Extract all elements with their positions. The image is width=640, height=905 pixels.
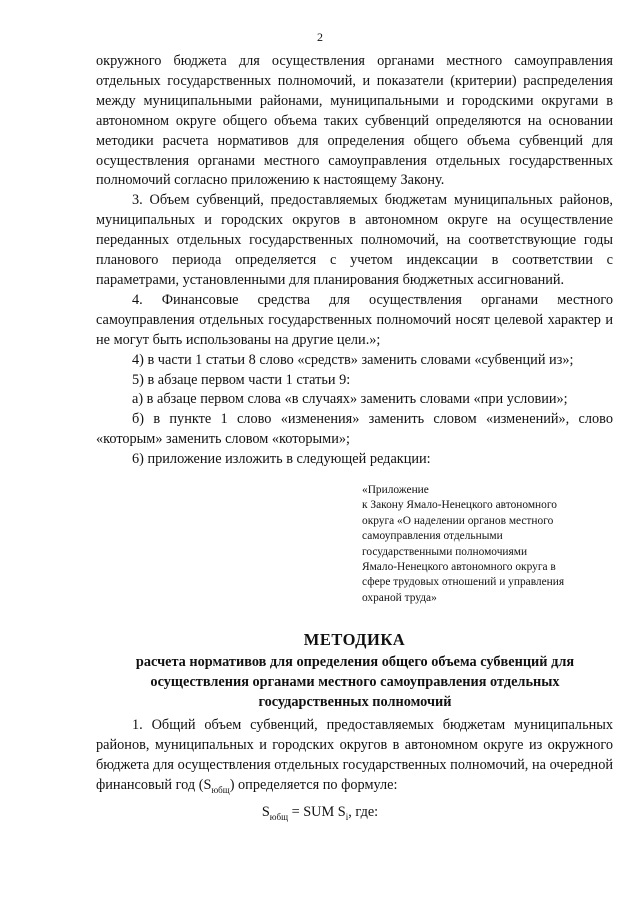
appendix-note-line: Ямало-Ненецкого автономного округа в [362,561,556,574]
paragraph-financial-means: 4. Финансовые средства для осуществления органами местного самоуправления отдельных государственных полномочий носят целевой характер и не могут быть использованы на другие цели.»; [96,291,613,348]
paragraph-item-4: 4) в части 1 статьи 8 слово «средств» заменить словами «субвенций из»; [132,351,574,368]
paragraph-item-5a: а) в абзаце первом слова «в случаях» заменить словами «при условии»; [132,391,568,408]
paragraph-item-6: 6) приложение изложить в следующей редакции: [132,451,431,468]
appendix-note-line: сфере трудовых отношений и управления [362,576,565,589]
appendix-note-line: государственными полномочиями [362,545,528,558]
appendix-note-line: к Закону Ямало-Ненецкого автономного [362,499,557,512]
formula [0,804,640,822]
formula-sum: = SUM S [288,804,346,820]
subscript: юбщ [211,784,230,795]
appendix-note [362,483,602,606]
formula-tail: , где: [348,804,379,820]
method-paragraph-text-end: ) определяется по формуле: [229,776,398,793]
method-title: МЕТОДИКА [303,630,406,649]
method-body [96,716,613,800]
appendix-note-line: охраной труда» [362,591,437,604]
method-paragraph-text: 1. Общий объем субвенций, предоставляемых бюджетам муниципальных районов, муниципальных и городских округов в автономном округе из окружного бюджета для осуществления отдельных государственных полномочий, на очередной финансовый год (S [96,717,613,793]
method-paragraph-1 [96,716,613,800]
appendix-note-line: «Приложение [362,484,429,496]
method-subtitle: расчета нормативов для определения общего объема субвенций для осуществления органами местного самоуправления отдельных государственных полномочий [135,654,575,710]
formula-subscript-i: i [345,811,349,822]
formula-subscript: юбщ [269,811,289,822]
paragraph-item-5b: б) в пункте 1 слово «изменения» заменить словом «изменений», слово «которым» заменить словом «которыми»; [96,411,613,448]
law-amendment-text [96,52,613,470]
formula-symbol: S [261,804,270,820]
paragraph-subvention-volume: 3. Объем субвенций, предоставляемых бюджетам муниципальных районов, муниципальных и городских округов в автономном округе на осуществление переданных отдельных государственных полномочий, на соответствующие годы планового периода определяется с учетом индексации в соответствии с параметрами, установленными для планирования бюджетных ассигнований. [96,192,613,288]
paragraph-budget-methodology: окружного бюджета для осуществления органами местного самоуправления отдельных государственных полномочий, и показатели (критерии) распределения между муниципальными районами, муниципальными и городскими округами в автономном округе общего объема таких субвенций определяются на основании методики расчета нормативов для определения общего объема субвенций для осуществления органами местного самоуправления отдельных государственных полномочий согласно приложению к настоящему Закону. [96,53,613,189]
appendix-note-line: самоуправления отдельными [362,530,503,543]
page-number: 2 [317,30,323,44]
appendix-note-line: округа «О наделении органов местного [362,514,554,527]
paragraph-item-5: 5) в абзаце первом части 1 статьи 9: [132,371,351,388]
